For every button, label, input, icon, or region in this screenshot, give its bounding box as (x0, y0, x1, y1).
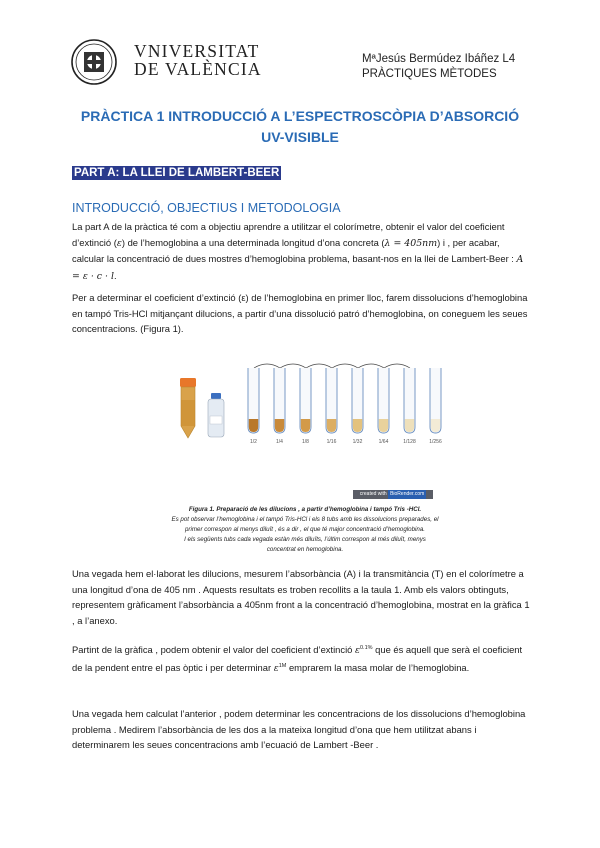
paragraph-objectives: La part A de la pràctica té com a objectiu aprendre a utilitzar el colorímetre, obtenir el valor del coeficient d’extinció (ε) de l’hemoglobina a una determinada longitud d’ona concreta (λ = 405nm) i , per acabar, calcular la concentració de dues mostres d’hemoglobina problema, basant-nos en la llei de Lambert-Beer : A = ε · c · l. (72, 221, 524, 282)
paragraph-extinction: Partint de la gràfica , podem obtenir el valor del coeficient d’extinció $\varepsilon^{0.1\%}$ que és aquell que serà el coeficient de la pendent entre el pas òptic i per determinar $\varepsilon^{1M}$ emprarem la masa molar de l’hemoglobina. (72, 644, 523, 674)
tube-label: 1/128 (403, 439, 416, 445)
tube-label: 1/16 (326, 439, 337, 445)
author-name: MªJesús Bermúdez Ibáñez L4 (362, 53, 516, 65)
dilution-figure (176, 358, 442, 462)
test-tube (404, 368, 415, 433)
buffer-bottle-icon (208, 393, 224, 437)
paragraph-method: Per a determinar el coeficient d’extinció (ε) de l’hemoglobina en primer lloc, farem dissolucions d’hemoglobina en tampó Tris-HCl mitjançant dilucions, a partir d’una dissolució patró d’hemoglobina, on coneguem les seues concentracions. (Figura 1). (72, 292, 528, 335)
course-name: PRÀCTIQUES MÈTODES (362, 68, 497, 80)
author-block (362, 52, 515, 82)
falcon-tube-icon (180, 378, 196, 438)
biorender-credit: created with BioRender.com (353, 490, 433, 499)
tube-label: 1/32 (352, 439, 363, 445)
tube-label: 1/8 (302, 439, 309, 445)
part-heading: PART A: LA LLEI DE LAMBERT-BEER (74, 167, 280, 179)
section-heading: INTRODUCCIÓ, OBJECTIUS I METODOLOGIA (72, 201, 341, 215)
tube-label: 1/4 (276, 439, 283, 445)
test-tube (430, 368, 441, 433)
figure-caption: Figura 1. Preparació de les dilucions , a partir d’hemoglobina i tampó Tris -HCl. Es pot observar l’hemoglobina i el tampó Tris-HCl i els 8 tubs amb les dissolucions preparades, el primer correspon al menys diluït , és a dir , el que té major concentració d’hemoglobina. I els següents tubs cada vegada estàn més diluïts, l’últim correspon al més diluït, menys concentrat en hemoglobina. (171, 506, 439, 553)
test-tube (274, 368, 285, 433)
tube-label: 1/64 (378, 439, 389, 445)
test-tube (300, 368, 311, 433)
tube-label: 1/256 (429, 439, 442, 445)
tube-label: 1/2 (250, 439, 257, 445)
test-tube (378, 368, 389, 433)
paragraph-concentration: Una vegada hem calculat l’anterior , podem determinar les concentracions de los dissolucions d’hemoglobina problema . Medirem l’absorbància de les dos a la mateixa longitud d’ona que hem utilitzat abans i determinarem les seues concentracions amb l’ecuació de Lambert -Beer . (72, 708, 526, 751)
paragraph-measurement: Una vegada hem el·laborat les dilucions, mesurem l’absorbància (A) i la transmitància (T) en el colorímetre a una longitud d’ona de 405 nm . Aquests resultats es troben recollits a la taula 1. Amb els valors obtinguts, representem gràficament l’absorbància a 405nm front a la concentració d’hemoglobina, mostrat en la gràfica 1 , a l’anexo. (72, 568, 530, 626)
test-tube (352, 368, 363, 433)
university-name: VNIVERSITAT DE VALÈNCIA (134, 41, 262, 79)
test-tube (326, 368, 337, 433)
test-tube (248, 368, 259, 433)
page-title: PRÀCTICA 1 INTRODUCCIÓ A L’ESPECTROSCÒPIA D’ABSORCIÓ UV-VISIBLE (80, 108, 520, 145)
